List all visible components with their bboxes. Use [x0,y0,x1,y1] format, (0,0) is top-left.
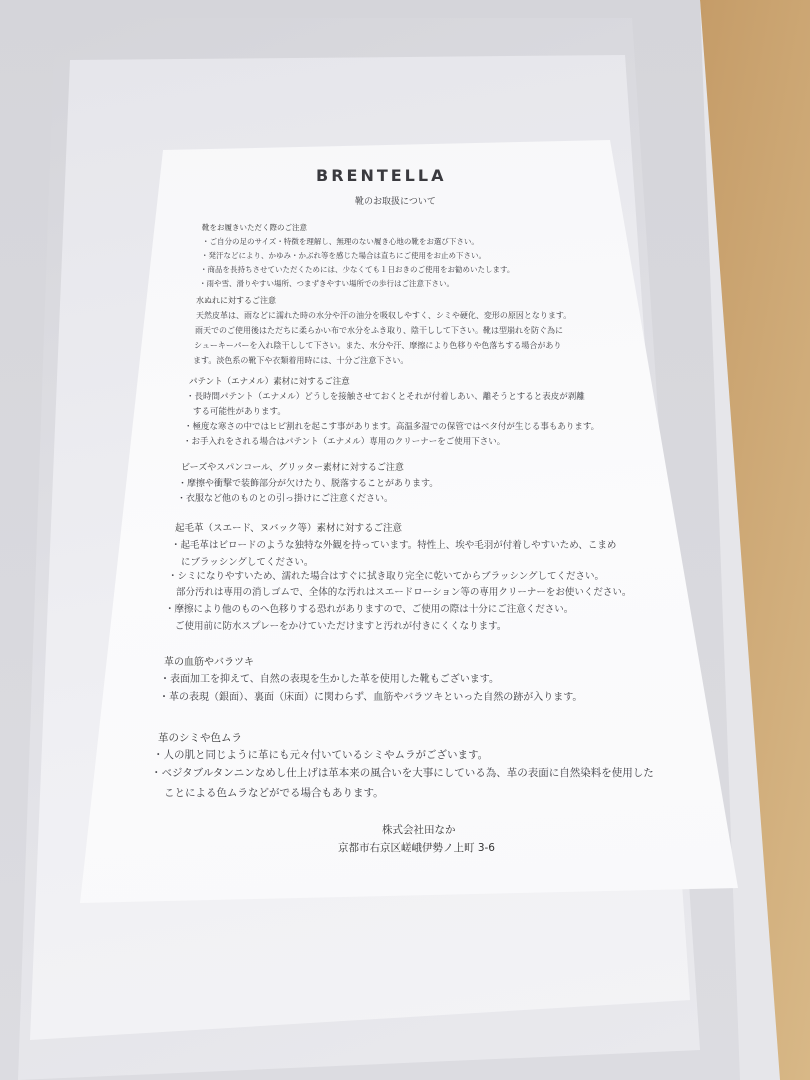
section-line: 部分汚れは専用の消しゴムで、全体的な汚れはスエードローション等の専用クリーナーをお使いください。 [176,587,632,598]
section-heading: 水ぬれに対するご注意 [196,296,276,305]
section-line: ・摩擦により他のものへ色移りする恐れがありますので、ご使用の際は十分にご注意ください。 [165,604,574,615]
company-address: 京都市右京区嵯峨伊勢ノ上町 3-6 [338,842,495,854]
brand-logo: BRENTELLA [316,166,447,185]
section-line: ・人の肌と同じように革にも元々付いているシミやムラがございます。 [153,749,489,761]
section-heading: 靴をお履きいただく際のご注意 [202,223,307,232]
section-line: ます。淡色系の靴下や衣類着用時には、十分ご注意下さい。 [193,356,409,365]
section-heading: 革の血筋やバラツキ [164,657,254,668]
section-line: ・ベジタブルタンニンなめし仕上げは革本来の風合いを大事にしている為、革の表面に自然染料を使用した [151,767,654,779]
section-line: ・発汗などにより、かゆみ・かぶれ等を感じた場合は直ちにご使用をお止め下さい。 [201,251,486,260]
section-line: ・シミになりやすいため、濡れた場合はすぐに拭き取り完全に乾いてからブラッシングしてください。 [168,571,605,582]
section-line: ご使用前に防水スプレーをかけていただけますと汚れが付きにくくなります。 [175,621,507,632]
section-heading: ビーズやスパンコール、グリッター素材に対するご注意 [181,463,404,473]
section-heading: 革のシミや色ムラ [158,732,242,744]
section-heading: パテント（エナメル）素材に対するご注意 [189,377,350,387]
document-title: 靴のお取扱について [355,197,436,207]
section-line: ・商品を長持ちさせていただくためには、少なくても１日おきのご使用をお勧めいたします。 [200,265,515,274]
section-line: ・衣服など他のものとの引っ掛けにご注意ください。 [177,494,394,504]
section-line: ・長時間パテント（エナメル）どうしを接触させておくとそれが付着しあい、離そうとすると表皮が剥離 [186,392,585,402]
section-line: ・雨や雪、滑りやすい場所、つまずきやすい場所での歩行はご注意下さい。 [199,279,454,288]
company-name: 株式会社田なか [382,824,456,836]
section-line: する可能性があります。 [193,407,286,417]
section-line: ・ご自分の足のサイズ・特徴を理解し、無理のない履き心地の靴をお選び下さい。 [202,237,479,246]
section-line: ・お手入れをされる場合はパテント（エナメル）専用のクリーナーをご使用下さい。 [183,437,506,447]
section-line: 天然皮革は、雨などに濡れた時の水分や汗の油分を吸収しやすく、シミや硬化、変形の原因となります。 [196,311,572,320]
section-line: ・摩擦や衝撃で装飾部分が欠けたり、脱落することがあります。 [178,479,439,489]
section-heading: 起毛革（スエード、ヌバック等）素材に対するご注意 [175,523,403,534]
section-line: ・革の表現（銀面）、裏面（床面）に関わらず、血筋やバラツキといった自然の跡が入ります。 [159,692,583,703]
section-line: ことによる色ムラなどがでる場合もあります。 [164,787,384,799]
section-line: 雨天でのご使用後はただちに柔らかい布で水分をふき取り、陰干しして下さい。靴は型崩れを防ぐ為に [195,326,563,335]
section-line: にブラッシングしてください。 [181,557,314,568]
section-line: シューキーパーを入れ陰干しして下さい。また、水分や汗、摩擦により色移りや色落ちする場合があり [194,341,562,350]
section-line: ・起毛革はビロードのような独特な外観を持っています。特性上、埃や毛羽が付着しやすいため、こまめ [171,540,617,551]
section-line: ・表面加工を抑えて、自然の表現を生かした革を使用した靴もございます。 [160,674,499,685]
section-line: ・極度な寒さの中ではヒビ割れを起こす事があります。高温多湿での保管ではベタ付が生じる事もあります。 [184,422,600,432]
